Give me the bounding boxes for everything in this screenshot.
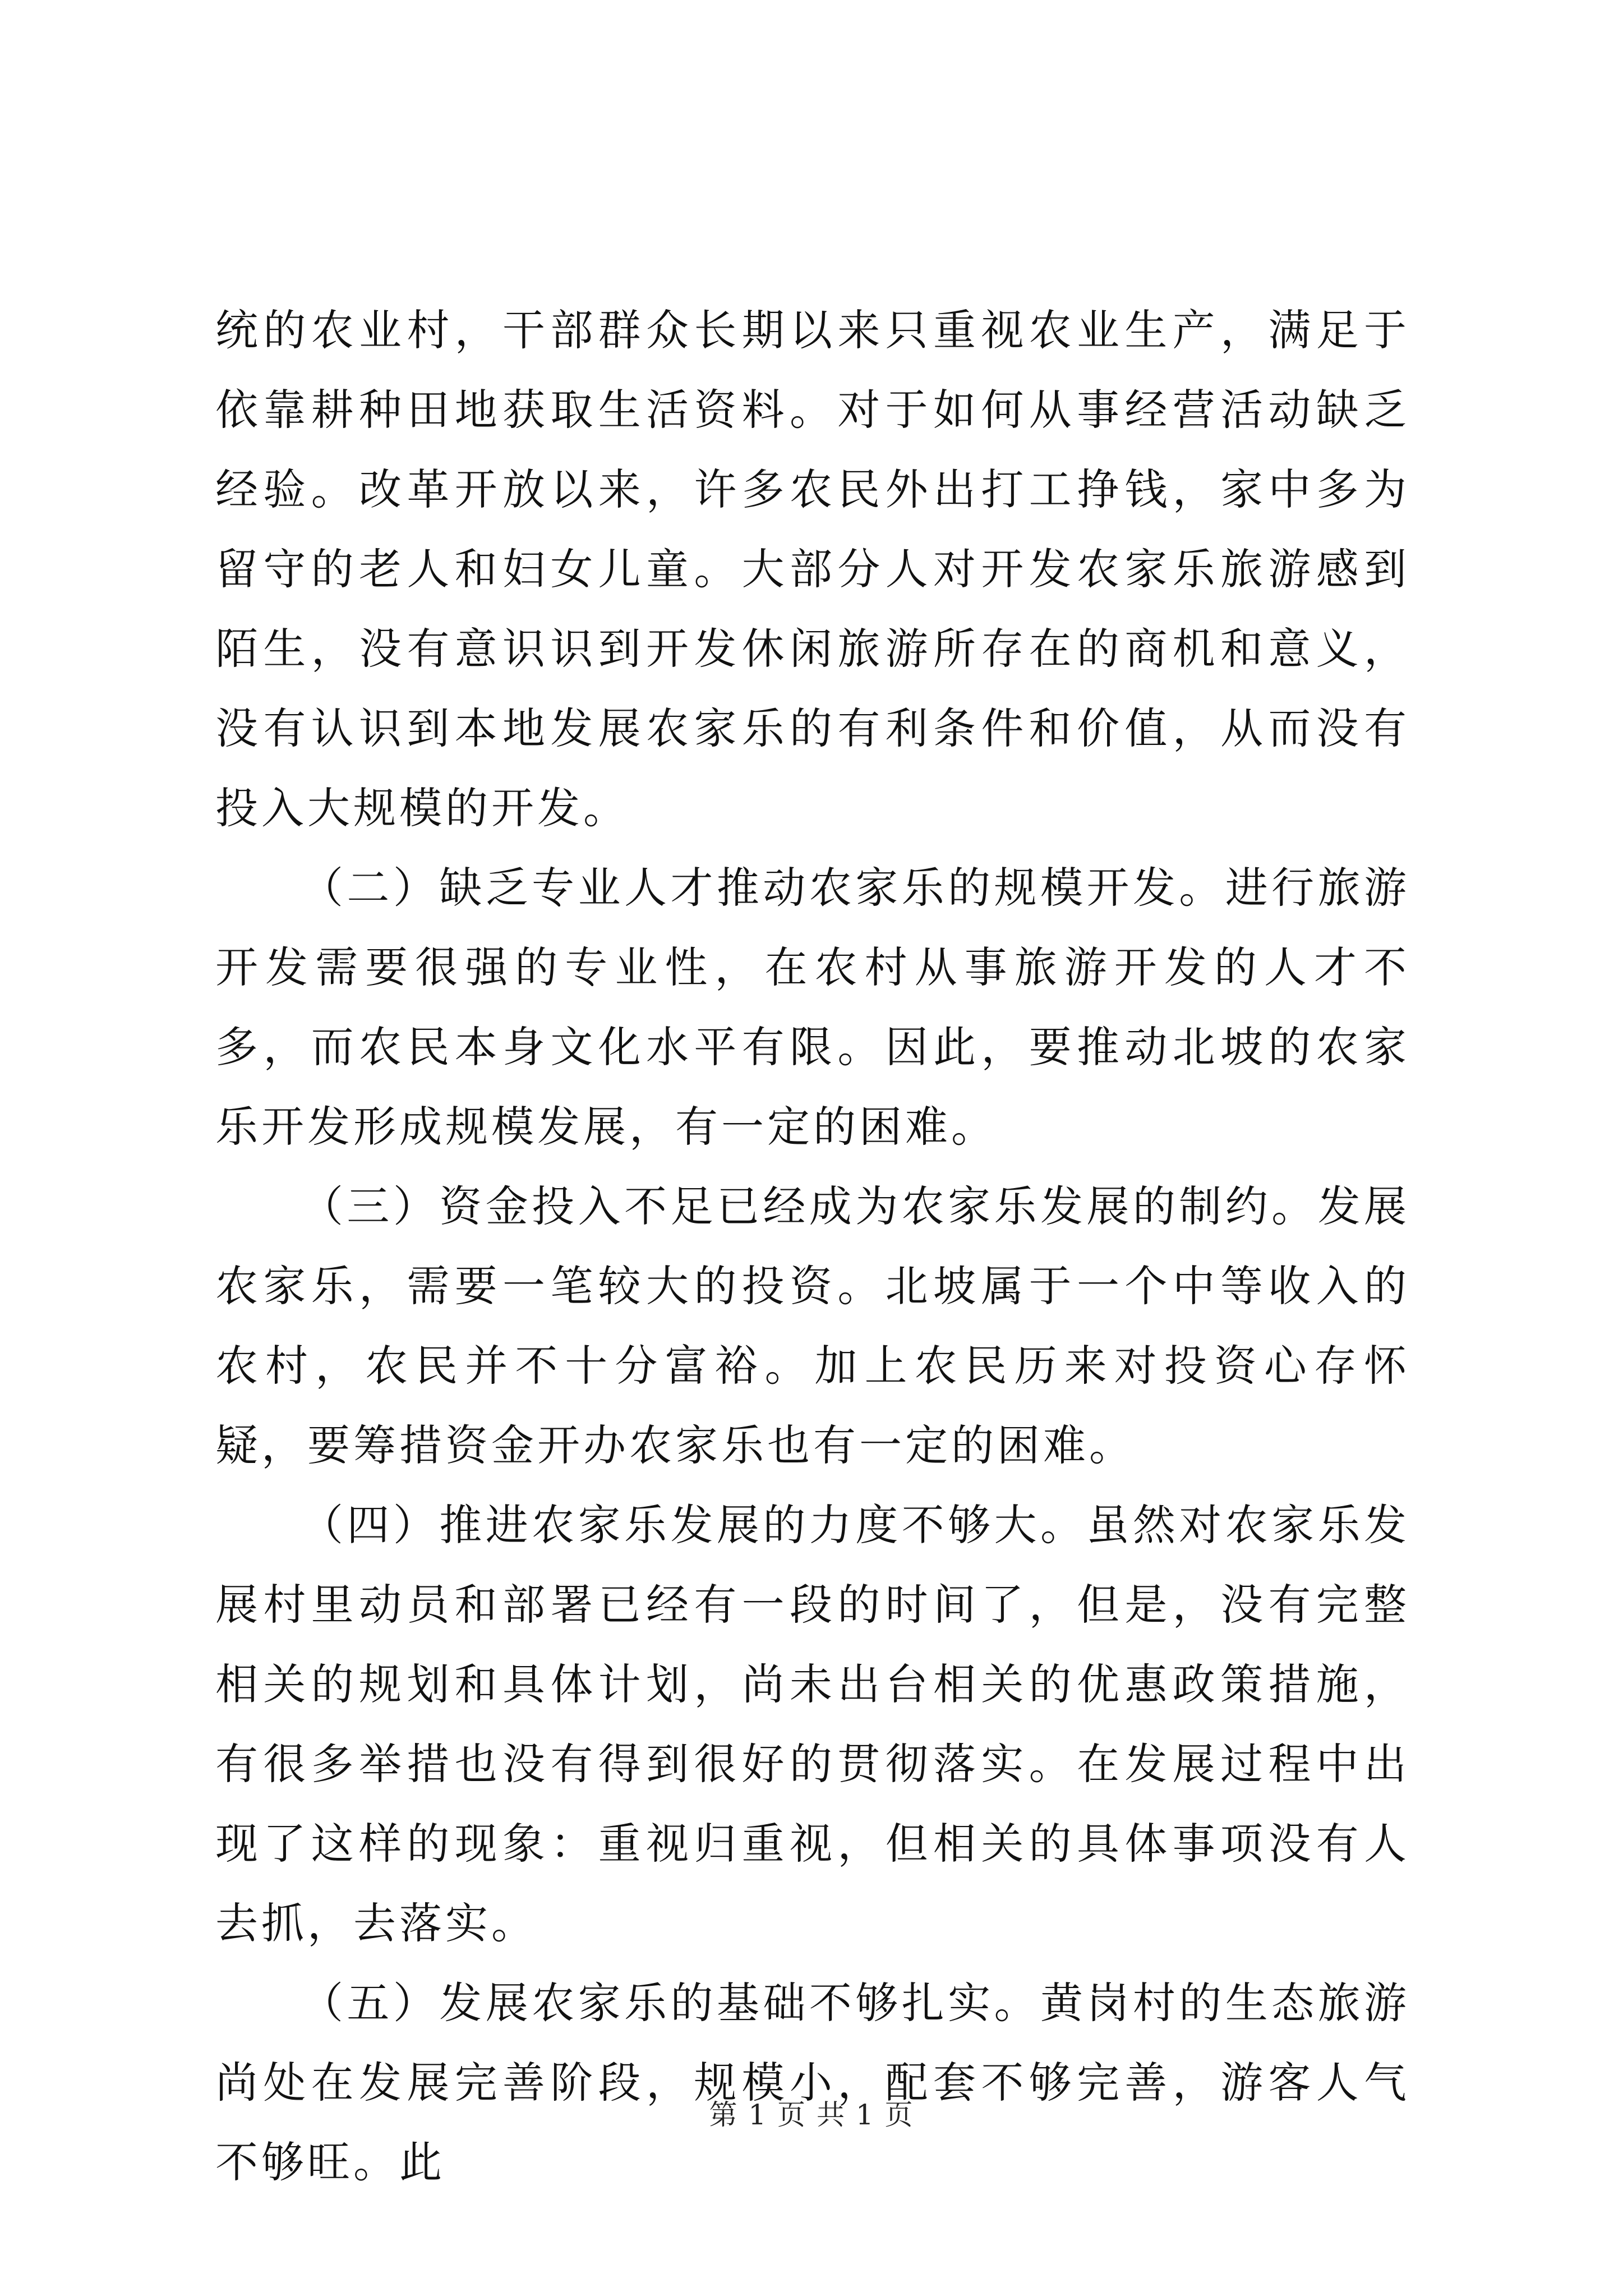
paragraph-section-5: （五）发展农家乐的基础不够扎实。黄岗村的生态旅游尚处在发展完善阶段，规模小，配套不够完善，游客人气不够旺。此 — [215, 1978, 1410, 2187]
document-body — [215, 291, 1410, 2202]
page-number-label: 第 1 页 共 1 页 — [709, 2099, 914, 2131]
paragraph-section-2: （二）缺乏专业人才推动农家乐的规模开发。进行旅游开发需要很强的专业性，在农村从事旅游开发的人才不多，而农民本身文化水平有限。因此，要推动北坡的农家乐开发形成规模发展，有一定的困难。 — [215, 863, 1410, 1152]
page-footer — [0, 2098, 1623, 2132]
paragraph-section-3: （三）资金投入不足已经成为农家乐发展的制约。发展农家乐，需要一笔较大的投资。北坡属于一个中等收入的农村，农民并不十分富裕。加上农民历来对投资心存怀疑，要筹措资金开办农家乐也有一定的困难。 — [215, 1181, 1410, 1470]
paragraph-section-4: （四）推进农家乐发展的力度不够大。虽然对农家乐发展村里动员和部署已经有一段的时间了，但是，没有完整相关的规划和具体计划，尚未出台相关的优惠政策措施，有很多举措也没有得到很好的贯彻落实。在发展过程中出现了这样的现象：重视归重视，但相关的具体事项没有人去抓，去落实。 — [215, 1500, 1410, 1948]
paragraph-continuation: 统的农业村，干部群众长期以来只重视农业生产，满足于依靠耕种田地获取生活资料。对于如何从事经营活动缺乏经验。改革开放以来，许多农民外出打工挣钱，家中多为留守的老人和妇女儿童。大部分人对开发农家乐旅游感到陌生，没有意识识到开发休闲旅游所存在的商机和意义，没有认识到本地发展农家乐的有利条件和价值，从而没有投入大规模的开发。 — [215, 305, 1410, 833]
